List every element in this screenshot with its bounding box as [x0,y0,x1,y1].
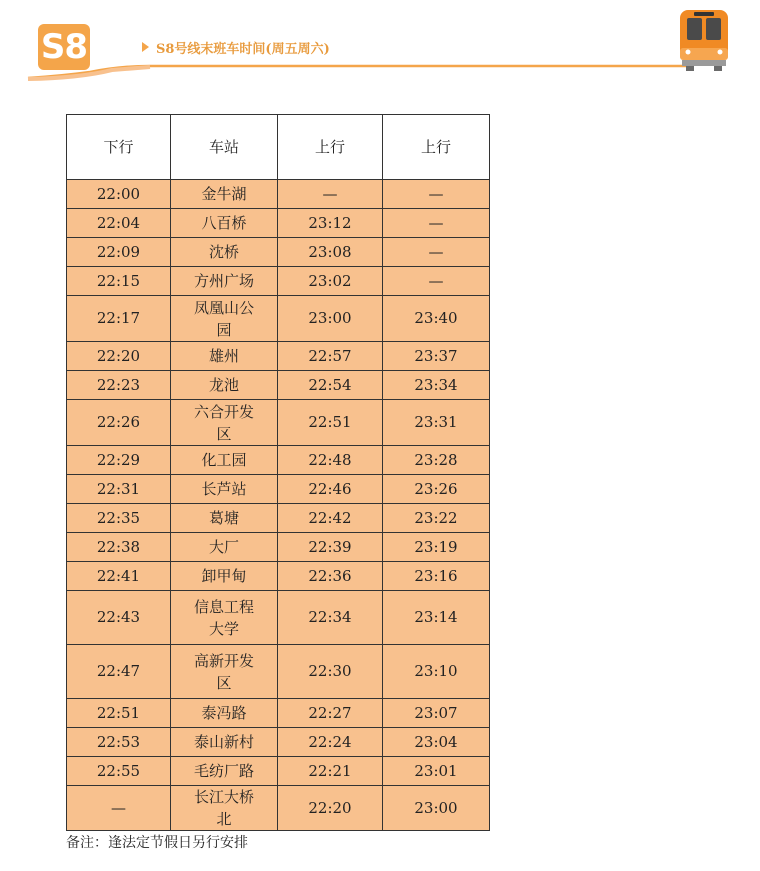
table-row [67,562,490,591]
down-time-cell: 22:26 [67,400,171,446]
up-time-cell: — [383,180,490,209]
up-time-cell: — [383,238,490,267]
station-cell [171,180,278,209]
down-time-cell: 22:55 [67,757,171,786]
train-icon [676,8,732,72]
station-name: 葛塘 [208,509,239,527]
station-name: 卸甲甸 [201,567,247,585]
up-time-cell: 23:01 [383,757,490,786]
up-time-cell: — [383,267,490,296]
table-row [67,699,490,728]
triangle-right-icon [142,42,149,52]
up-time-cell: 23:12 [278,209,383,238]
down-time-cell: 22:35 [67,504,171,533]
down-time-cell: 22:23 [67,371,171,400]
down-time-cell: 22:17 [67,296,171,342]
station-name: 金牛湖 [201,185,247,203]
station-cell [171,475,278,504]
column-header-down: 下行 [67,115,171,180]
station-cell [171,591,278,645]
down-time-cell: 22:41 [67,562,171,591]
up-time-cell: 22:46 [278,475,383,504]
down-time-cell: 22:53 [67,728,171,757]
down-time-cell: 22:38 [67,533,171,562]
station-cell [171,209,278,238]
schedule-body [67,180,490,831]
column-header-up-2: 上行 [383,115,490,180]
down-time-cell: 22:00 [67,180,171,209]
table-row [67,238,490,267]
column-header-up-1: 上行 [278,115,383,180]
station-cell [171,504,278,533]
up-time-cell: 23:00 [278,296,383,342]
up-time-cell: 23:40 [383,296,490,342]
station-cell [171,728,278,757]
up-time-cell: 22:21 [278,757,383,786]
up-time-cell: 23:19 [383,533,490,562]
station-name: 信息工程大学 [194,597,255,638]
table-row [67,342,490,371]
down-time-cell: — [67,786,171,831]
station-name: 化工园 [201,451,247,469]
station-name: 八百桥 [201,214,247,232]
down-time-cell: 22:04 [67,209,171,238]
up-time-cell: — [383,209,490,238]
station-name: 长江大桥北 [194,788,255,828]
down-time-cell: 22:43 [67,591,171,645]
up-time-cell: 23:22 [383,504,490,533]
up-time-cell: 22:39 [278,533,383,562]
up-time-cell: 23:00 [383,786,490,831]
up-time-cell: 23:02 [278,267,383,296]
footnote: 备注：逢法定节假日另行安排 [66,835,248,851]
up-time-cell: 23:14 [383,591,490,645]
station-name: 沈桥 [208,243,239,261]
table-row [67,591,490,645]
station-name: 大厂 [208,538,239,556]
schedule-table [66,114,490,831]
station-cell [171,296,278,342]
up-time-cell: 23:37 [383,342,490,371]
station-name: 凤凰山公园 [194,298,255,339]
table-row [67,180,490,209]
down-time-cell: 22:29 [67,446,171,475]
table-row [67,209,490,238]
up-time-cell: 22:57 [278,342,383,371]
table-row [67,504,490,533]
up-time-cell: 22:42 [278,504,383,533]
up-time-cell: 23:04 [383,728,490,757]
station-name: 毛纺厂路 [194,762,255,780]
down-time-cell: 22:47 [67,645,171,699]
station-name: 高新开发区 [194,651,255,692]
station-cell [171,371,278,400]
station-cell [171,446,278,475]
station-name: 雄州 [208,347,239,365]
station-name: 六合开发区 [194,402,255,443]
table-row [67,533,490,562]
up-time-cell: 23:16 [383,562,490,591]
up-time-cell: 23:26 [383,475,490,504]
up-time-cell: 23:34 [383,371,490,400]
table-row [67,267,490,296]
up-time-cell: — [278,180,383,209]
up-time-cell: 23:10 [383,645,490,699]
header-row [67,115,490,180]
header-rule [0,56,690,86]
station-name: 龙池 [208,376,239,394]
station-cell [171,645,278,699]
page-title: S8号线末班车时间(周五周六) [156,42,330,57]
table-row [67,371,490,400]
up-time-cell: 23:28 [383,446,490,475]
up-time-cell: 23:31 [383,400,490,446]
down-time-cell: 22:51 [67,699,171,728]
down-time-cell: 22:15 [67,267,171,296]
down-time-cell: 22:31 [67,475,171,504]
up-time-cell: 22:30 [278,645,383,699]
up-time-cell: 22:27 [278,699,383,728]
table-row [67,446,490,475]
up-time-cell: 23:08 [278,238,383,267]
up-time-cell: 22:34 [278,591,383,645]
up-time-cell: 22:51 [278,400,383,446]
station-cell [171,342,278,371]
station-cell [171,562,278,591]
table-row [67,296,490,342]
station-cell [171,400,278,446]
line-logo: S8 [38,24,90,70]
station-name: 方州广场 [194,272,255,290]
up-time-cell: 22:54 [278,371,383,400]
station-cell [171,267,278,296]
station-name: 长芦站 [201,480,247,498]
up-time-cell: 23:07 [383,699,490,728]
table-row [67,728,490,757]
table-row [67,475,490,504]
station-cell [171,757,278,786]
station-name: 泰山新村 [194,733,255,751]
table-row [67,645,490,699]
station-name: 泰冯路 [201,704,247,722]
station-cell [171,699,278,728]
station-cell [171,533,278,562]
station-cell [171,786,278,831]
table-row [67,786,490,831]
header [0,0,760,90]
station-cell [171,238,278,267]
up-time-cell: 22:20 [278,786,383,831]
up-time-cell: 22:36 [278,562,383,591]
table-row [67,400,490,446]
column-header-station: 车站 [171,115,278,180]
down-time-cell: 22:20 [67,342,171,371]
down-time-cell: 22:09 [67,238,171,267]
up-time-cell: 22:24 [278,728,383,757]
up-time-cell: 22:48 [278,446,383,475]
table-row [67,757,490,786]
